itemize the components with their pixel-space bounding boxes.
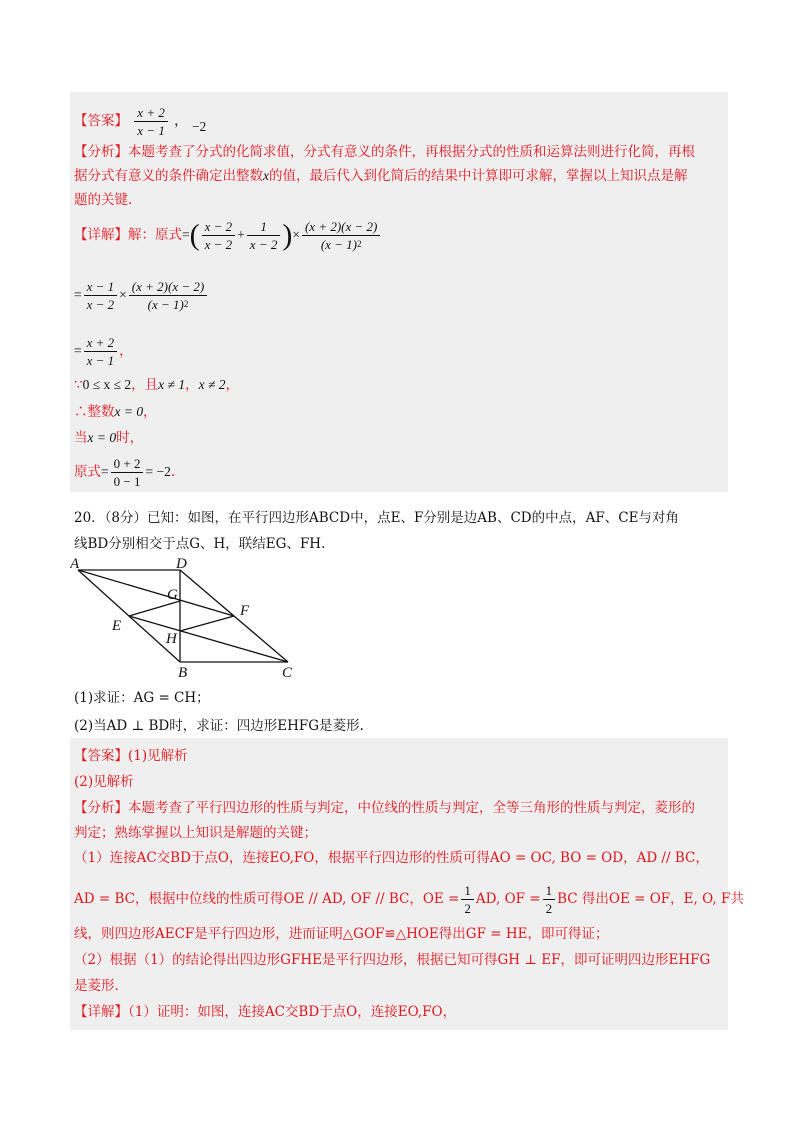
problem-20-line-2: 线BD分别相交于点G、H，联结EG、FH. [74,536,326,552]
detail-20-line-1: 【详解】（1）证明：如图，连接AC交BD于点O，连接EO,FO， [74,1004,457,1020]
label-f: F [240,603,250,619]
label-g: G [167,587,178,603]
label-e: E [112,618,122,634]
label-c: C [282,665,293,681]
label-b: B [178,665,188,681]
detail-19-result: 原式= $\frac{0 + 2}{0 - 1}$ = −2. [74,456,176,489]
label-d: D [176,558,187,572]
parallelogram-figure [70,558,310,683]
problem-20-line-1: 20．（8分）已知：如图，在平行四边形ABCD中，点E、F分别是边AB、CD的中点，AF、CE与对角 [74,510,679,526]
analysis-20-line-5: 线，则四边形AECF是平行四边形，进而证明△GOF≌△HOE得出GF = HE，即可得证； [74,926,609,942]
analysis-19-line-1: 【分析】本题考查了分式的化简求值，分式有意义的条件，再根据分式的性质和运算法则进行化简，再根 [74,144,695,160]
answer-19: 【答案】 $\frac{x + 2}{x - 1}$ ， −2 [74,105,207,138]
label-a: A [70,558,80,572]
answer-value: −2 [191,119,207,134]
detail-19-step-3: = $\frac{x + 2}{x - 1}$ ， [74,335,133,368]
detail-19-step-2: = $\frac{x - 1}{x - 2}$ × $\frac{(x + 2)(x - 2)}{(x - 1)^2}$ [74,278,209,313]
answer-tag: 【答案】 [74,113,128,129]
answer-20-line-2: (2)见解析 [74,774,134,790]
analysis-20-line-6: （2）根据（1）的结论得出四边形GFHE是平行四边形，根据已知可得GH ⊥ EF，即可证明四边形EHFG [74,952,711,968]
analysis-19-line-2: 据分式有意义的条件确定出整数x的值，最后代入到化简后的结果中计算即可求解，掌握以上知识点是解 [74,168,688,184]
answer-fraction: $\frac{x + 2}{x - 1}$ [134,104,168,139]
analysis-20-line-4: AD = BC，根据中位线的性质可得OE // AD, OF // BC，OE = $\frac{1}{2}$ AD, OF = $\frac{1}{2}$ BC 得出OE = OF，E, O, F共 [74,883,744,916]
detail-19-when: 当x = 0时， [74,430,144,446]
label-h: H [166,631,177,647]
analysis-20-line-2: 判定；熟练掌握以上知识是解题的关键； [74,825,317,841]
question-20-1: (1)求证：AG = CH； [74,690,210,706]
detail-19-thus: ∴整数x = 0， [74,404,157,420]
analysis-20-line-3: （1）连接AC交BD于点O，连接EO,FO，根据平行四边形的性质可得AO = OC, BO = OD，AD // BC， [74,850,709,866]
answer-20-line-1: 【答案】(1)见解析 [74,748,188,764]
analysis-19-line-3: 题的关键. [74,192,133,208]
detail-19-since: ∵0 ≤ x ≤ 2，且x ≠ 1，x ≠ 2， [74,377,239,393]
detail-19-step-1: 【详解】解：原式=( $\frac{x - 2}{x - 2}$ + $\frac{1}{x - 2}$ )× $\frac{(x + 2)(x - 2)}{(x - 1)^2}$ [74,218,382,253]
question-20-2: (2)当AD ⊥ BD时，求证：四边形EHFG是菱形. [74,718,364,734]
analysis-20-line-1: 【分析】本题考查了平行四边形的性质与判定，中位线的性质与判定，全等三角形的性质与判定，菱形的 [74,800,695,816]
analysis-20-line-7: 是菱形. [74,978,119,994]
